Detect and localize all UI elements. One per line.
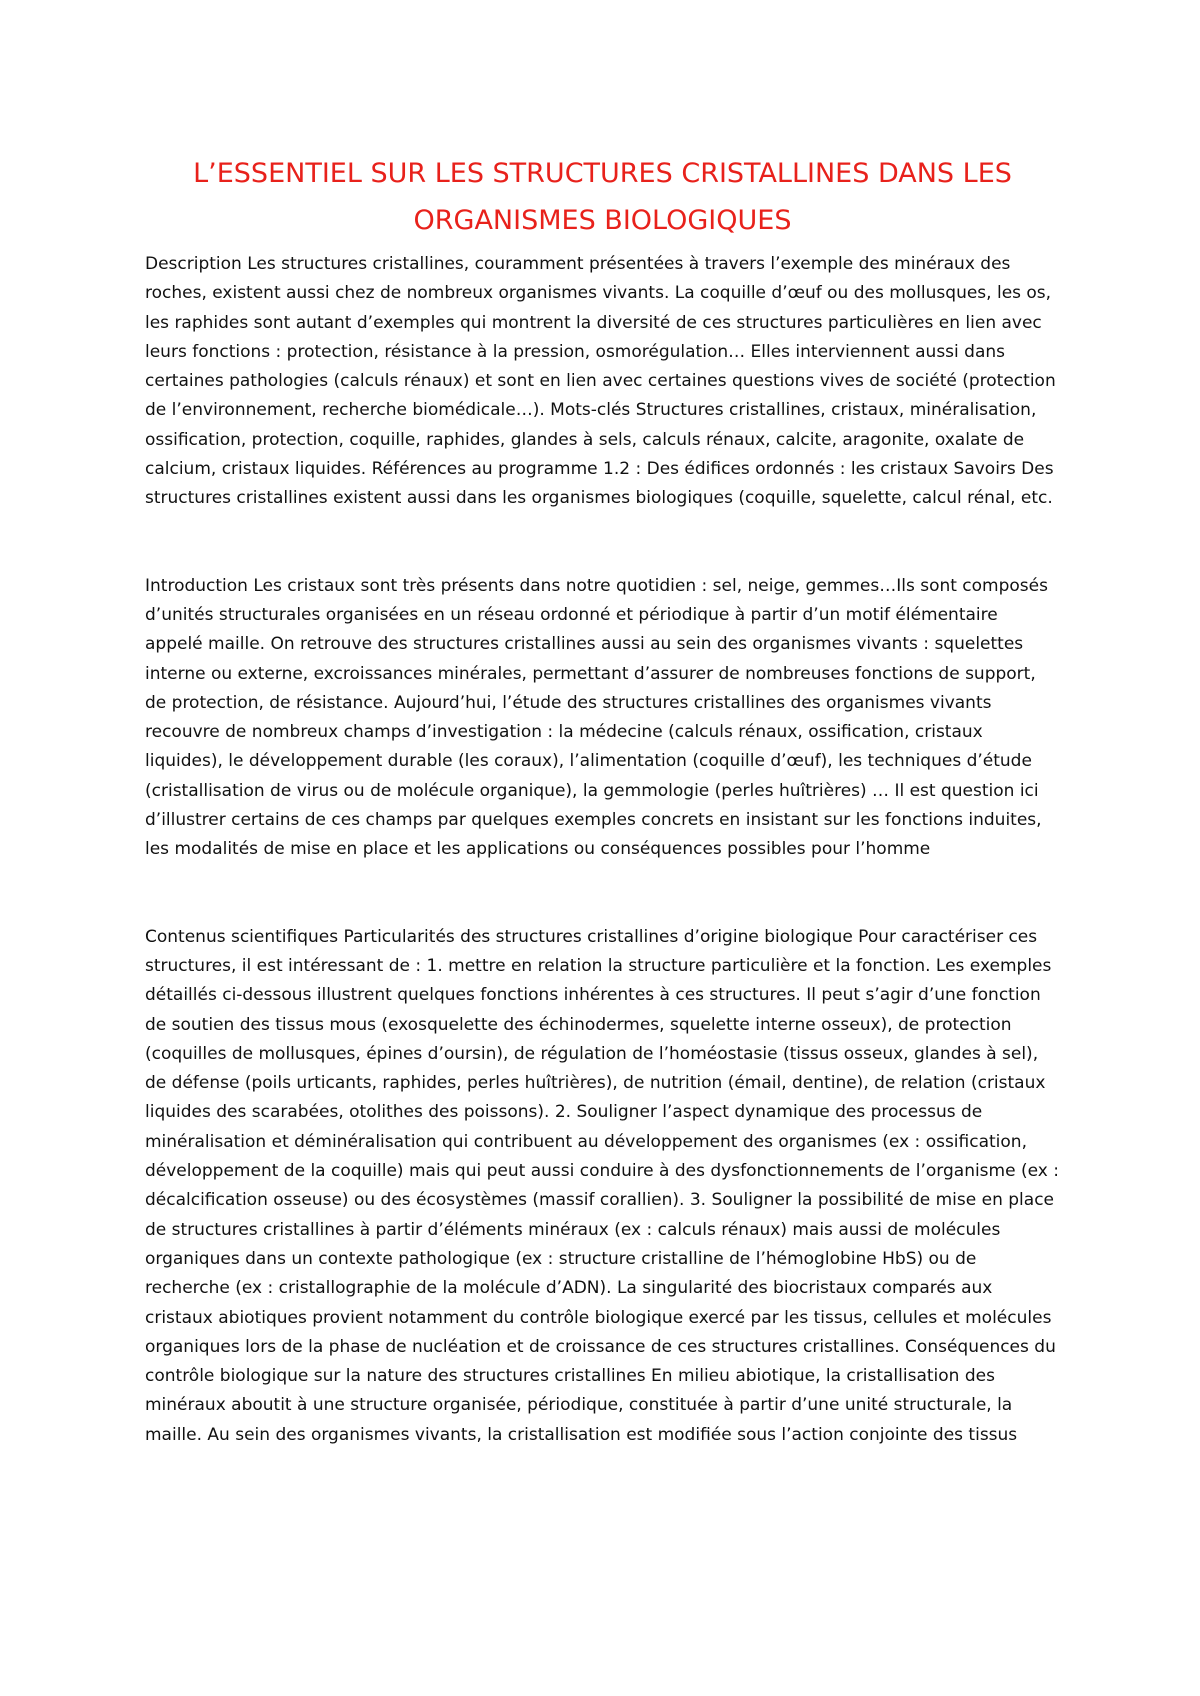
paragraph-introduction: Introduction Les cristaux sont très présents dans notre quotidien : sel, neige, gemmes…Ils sont composés d’unités structurales organisées en un réseau ordonné et périodique à partir d’un motif élémentaire appelé maille. On retrouve des structures cristallines aussi au sein des organismes vivants : squelettes interne ou externe, excroissances minérales, permettant d’assurer de nombreuses fonctions de support, de protection, de résistance. Aujourd’hui, l’étude des structures cristallines des organismes vivants recouvre de nombreux champs d’investigation : la médecine (calculs rénaux, ossification, cristaux liquides), le développement durable (les coraux), l’alimentation (coquille d’œuf), les techniques d’étude (cristallisation de virus ou de molécule organique), la gemmologie (perles huîtrières) … Il est question ici d’illustrer certains de ces champs par quelques exemples concrets en insistant sur les fonctions induites, les modalités de mise en place et les applications ou conséquences possibles pour l’homme (145, 575, 1048, 860)
paragraph-spacer (145, 865, 1060, 923)
paragraph-contenus-scientifiques: Contenus scientifiques Particularités des structures cristallines d’origine biologique Pour caractériser ces structures, il est intéressant de : 1. mettre en relation la structure particulière et la fonction. Les exemples détaillés ci-dessous illustrent quelques fonctions inhérentes à ces structures. Il peut s’agir d’une fonction de soutien des tissus mous (exosquelette des échinodermes, squelette interne osseux), de protection (coquilles de mollusques, épines d’oursin), de régulation de l’homéostasie (tissus osseux, glandes à sel), de défense (poils urticants, raphides, perles huîtrières), de nutrition (émail, dentine), de relation (cristaux liquides des scarabées, otolithes des poissons). 2. Souligner l’aspect dynamique des processus de minéralisation et déminéralisation qui contribuent au développement des organismes (ex : ossification, développement de la coquille) mais qui peut aussi conduire à des dysfonctionnements de l’organisme (ex : décalcification osseuse) ou des écosystèmes (massif corallien). 3. Souligner la possibilité de mise en place de structures cristallines à partir d’éléments minéraux (ex : calculs rénaux) mais aussi de molécules organiques dans un contexte pathologique (ex : structure cristalline de l’hémoglobine HbS) ou de recherche (ex : cristallographie de la molécule d’ADN). La singularité des biocristaux comparés aux cristaux abiotiques provient notamment du contrôle biologique exercé par les tissus, cellules et molécules organiques lors de la phase de nucléation et de croissance de ces structures cristallines. Conséquences du contrôle biologique sur la nature des structures cristallines En milieu abiotique, la cristallisation des minéraux aboutit à une structure organisée, périodique, constituée à partir d’une unité structurale, la maille. Au sein des organismes vivants, la cristallisation est modifiée sous l’action conjointe des tissus (145, 926, 1059, 1445)
paragraph-spacer (145, 514, 1060, 572)
document-title: L’ESSENTIEL SUR LES STRUCTURES CRISTALLINES DANS LES ORGANISMES BIOLOGIQUES (193, 158, 1012, 236)
paragraph-description: Description Les structures cristallines, couramment présentées à travers l’exemple des minéraux des roches, existent aussi chez de nombreux organismes vivants. La coquille d’œuf ou des mollusques, les os, les raphides sont autant d’exemples qui montrent la diversité de ces structures particulières en lien avec leurs fonctions : protection, résistance à la pression, osmorégulation… Elles interviennent aussi dans certaines pathologies (calculs rénaux) et sont en lien avec certaines questions vives de société (protection de l’environnement, recherche biomédicale…). Mots-clés Structures cristallines, cristaux, minéralisation, ossification, protection, coquille, raphides, glandes à sels, calculs rénaux, calcite, aragonite, oxalate de calcium, cristaux liquides. Références au programme 1.2 : Des édifices ordonnés : les cristaux Savoirs Des structures cristallines existent aussi dans les organismes biologiques (coquille, squelette, calcul rénal, etc. (145, 254, 1056, 509)
document-body (145, 150, 1060, 1450)
